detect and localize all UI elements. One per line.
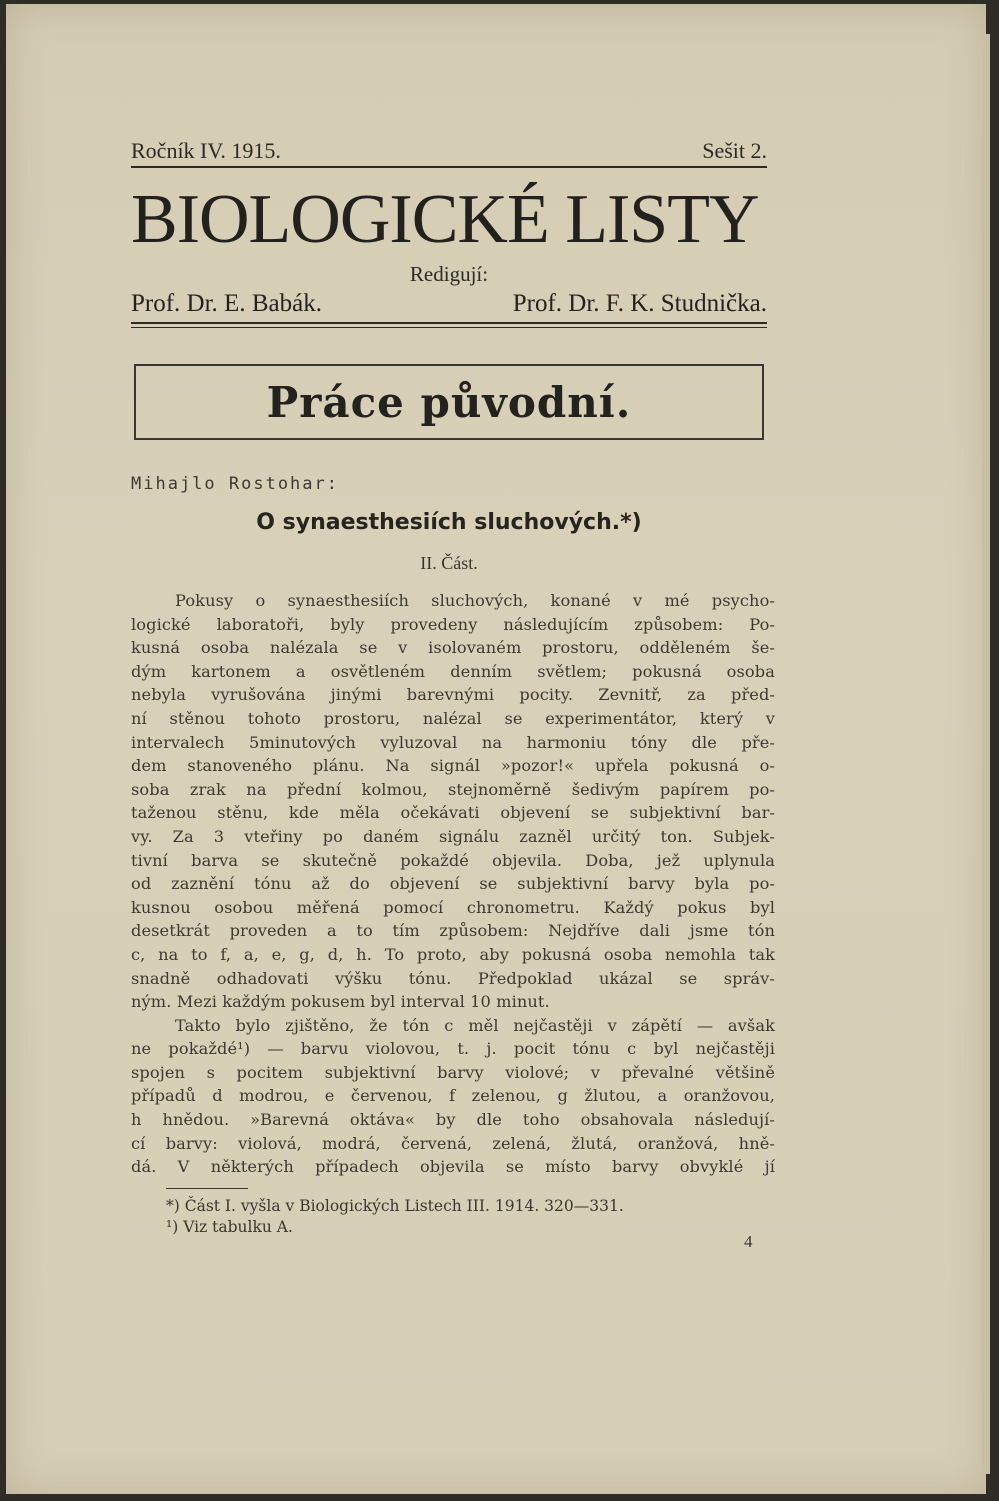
body-line: Pokusy o synaesthesiích sluchových, konané v mé psycho- [175,591,775,610]
article-title: O synaesthesiích sluchových.*) [256,510,642,535]
body-line: dým kartonem a osvětleném denním světlem; pokusná osoba [131,661,775,681]
body-line: soba zrak na přední kolmou, stejnoměrně šedivým papírem po- [131,779,775,799]
body-line: kusnou osobou měřená pomocí chronometru. Každý pokus byl [131,897,775,917]
body-line: ne pokaždé¹) — barvu violovou, t. j. pocit tónu c byl nejčastěji [131,1039,775,1059]
article-author: Mihajlo Rostohar: [131,474,339,494]
body-line: h hnědou. »Barevná oktáva« by dle toho obsahovala následují- [131,1110,775,1130]
article-body [131,589,775,1179]
body-line: logické laboratoři, byly provedeny následujícím způsobem: Po- [131,614,775,634]
edited-by-label: Redigují: [409,262,489,286]
section-heading-box [134,364,764,440]
footnote-rule [166,1188,248,1189]
header-rule [131,166,767,168]
page-edge [982,34,990,1474]
body-line: tivní barva se skutečně pokaždé objevila. Doba, jež uplynula [131,850,775,870]
body-line: intervalech 5minutových vyluzoval na harmoniu tóny dle pře- [131,732,775,752]
body-line: ní stěnou tohoto prostoru, nalézal se experimentátor, který v [131,708,775,728]
footnote: ¹) Viz tabulku A. [166,1218,293,1236]
editor-left: Prof. Dr. E. Babák. [131,290,322,317]
body-line: kusná osoba nalézala se v isolovaném prostoru, odděleném še- [131,638,775,658]
volume-label: Ročník IV. 1915. [131,138,281,163]
page-number: 4 [744,1232,753,1251]
body-line: desetkrát proveden a to tím způsobem: Nejdříve dali jsme tón [131,921,775,941]
body-line: spojen s pocitem subjektivní barvy violové; v převalné většině [131,1062,775,1082]
editors-line [131,290,767,318]
body-line: vy. Za 3 vteřiny po daném signálu zazněl určitý ton. Subjek- [131,826,775,846]
body-line: dá. V některých případech objevila se místo barvy obvyklé jí [131,1157,775,1177]
body-line: taženou stěnu, kde měla očekávati objevení se subjektivní bar- [131,803,775,823]
body-line: Takto bylo zjištěno, že tón c měl nejčastěji v zápětí — avšak [175,1015,775,1035]
volume-issue-line [131,138,767,164]
footnote: *) Část I. vyšla v Biologických Listech III. 1914. 320—331. [166,1197,624,1215]
editor-right: Prof. Dr. F. K. Studnička. [512,290,767,317]
body-line: nebyla vyrušována jinými barevnými pocity. Zevnitř, za před- [131,685,775,705]
section-title: Práce původní. [266,377,632,427]
double-rule-bottom [131,327,767,328]
footnotes [166,1196,776,1238]
article-part: II. Část. [420,553,478,573]
body-line: dem stanoveného plánu. Na signál »pozor!« upřela pokusná o- [131,756,775,776]
body-line: ným. Mezi každým pokusem byl interval 10 minut. [131,992,550,1012]
double-rule-top [131,322,767,324]
body-line: případů d modrou, e červenou, f zelenou, g žlutou, a oranžovou, [131,1086,775,1106]
body-line: od zaznění tónu až do objevení se subjektivní barvy byla po- [131,874,775,894]
journal-page [6,4,986,1494]
body-line: c, na to f, a, e, g, d, h. To proto, aby pokusná osoba nemohla tak [131,944,775,964]
body-line: snadně odhadovati výšku tónu. Předpoklad ukázal se správ- [131,968,775,988]
journal-title: BIOLOGICKÉ LISTY [131,181,759,258]
body-line: cí barvy: violová, modrá, červená, zelená, žlutá, oranžová, hně- [131,1133,775,1153]
issue-label: Sešit 2. [702,138,767,163]
